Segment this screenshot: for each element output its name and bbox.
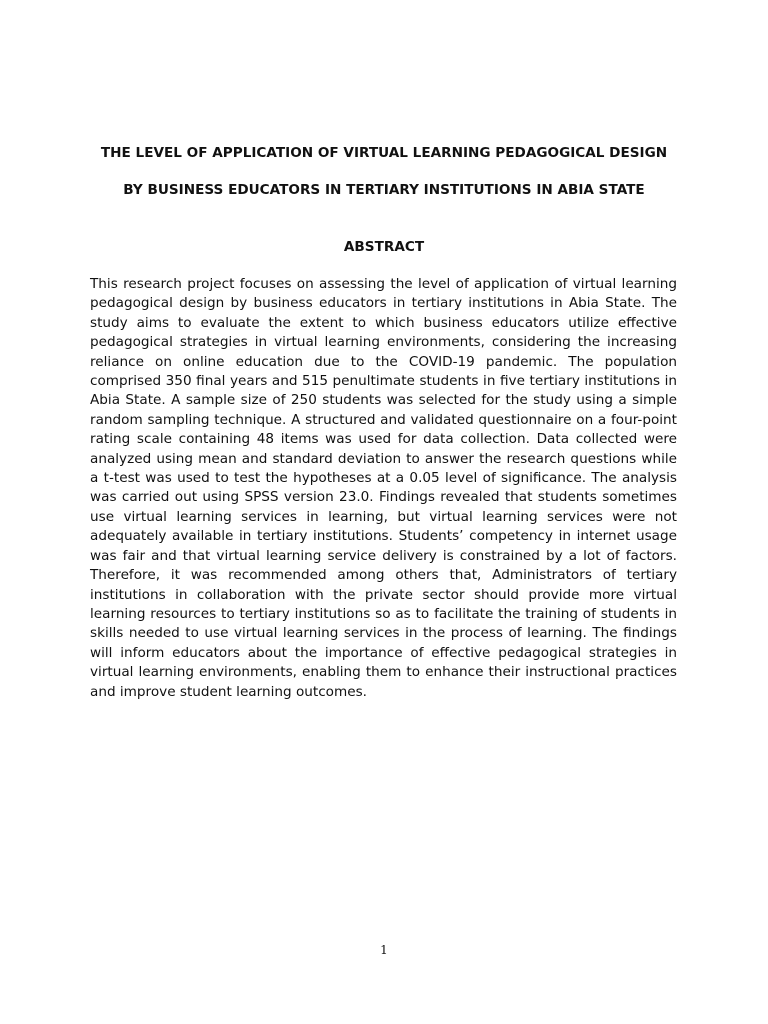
title-line-2: BY BUSINESS EDUCATORS IN TERTIARY INSTITUTIONS IN ABIA STATE (123, 182, 645, 198)
abstract-body: This research project focuses on assessing the level of application of virtual learning pedagogical design by business educators in tertiary institutions in Abia State. The study aims to evaluate the extent to which business educators utilize effective pedagogical strategies in virtual learning environments, considering the increasing reliance on online education due to the COVID-19 pandemic. The population comprised 350 final years and 515 penultimate students in five tertiary institutions in Abia State. A sample size of 250 students was selected for the study using a simple random sampling technique. A structured and validated questionnaire on a four-point rating scale containing 48 items was used for data collection. Data collected were analyzed using mean and standard deviation to answer the research questions while a t-test was used to test the hypotheses at a 0.05 level of significance. The analysis was carried out using SPSS version 23.0. Findings revealed that students sometimes use virtual learning services in learning, but virtual learning services were not adequately available in tertiary institutions. Students’ competency in internet usage was fair and that virtual learning service delivery is constrained by a lot of factors. Therefore, it was recommended among others that, Administrators of tertiary institutions in collaboration with the private sector should provide more virtual learning resources to tertiary institutions so as to facilitate the training of students in skills needed to use virtual learning services in the process of learning. The findings will inform educators about the importance of effective pedagogical strategies in virtual learning environments, enabling them to enhance their instructional practices and improve student learning outcomes. (90, 276, 677, 700)
abstract-heading: ABSTRACT (343, 239, 425, 255)
title-line-1: THE LEVEL OF APPLICATION OF VIRTUAL LEARNING PEDAGOGICAL DESIGN (100, 145, 668, 161)
page-number: 1 (380, 943, 388, 957)
